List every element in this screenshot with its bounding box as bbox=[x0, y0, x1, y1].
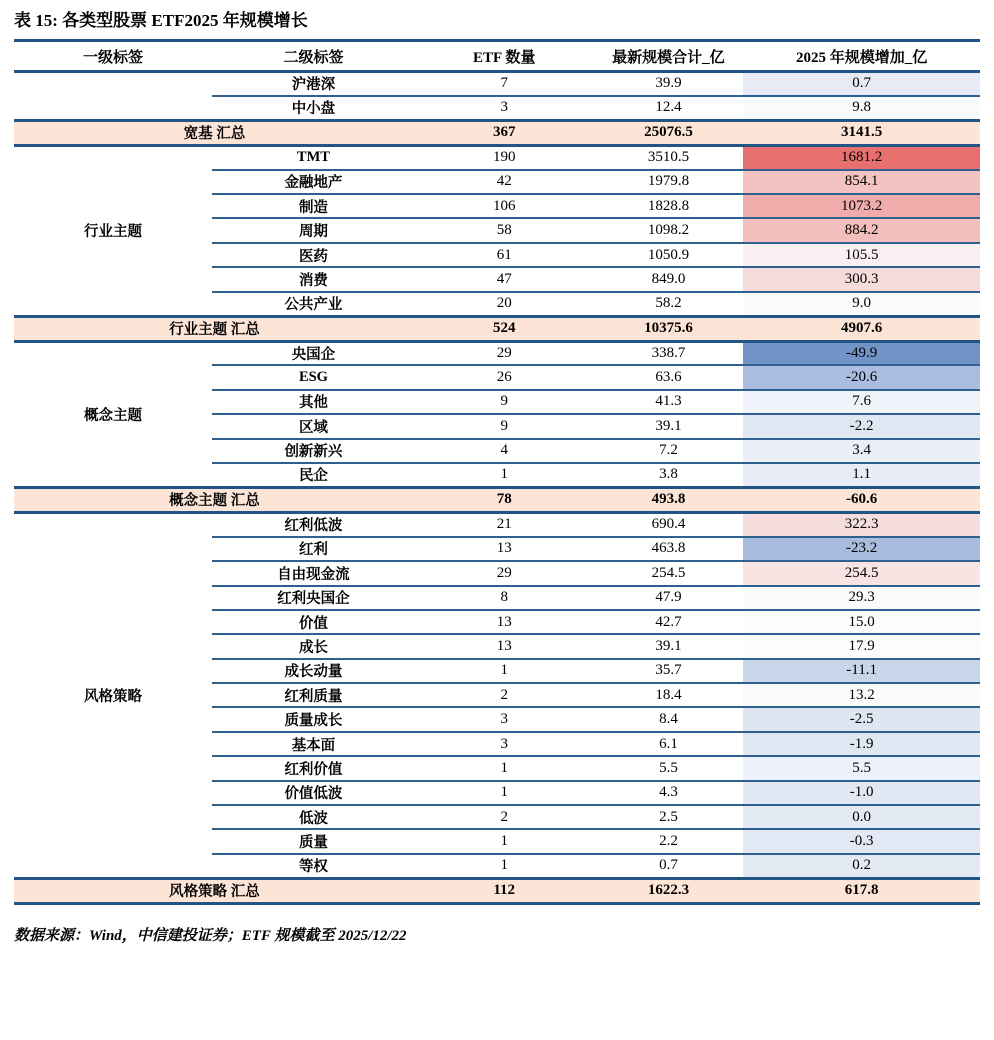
total-cell: 12.4 bbox=[655, 99, 682, 116]
delta-cell: 1.1 bbox=[743, 463, 980, 487]
count-cell: 1 bbox=[500, 857, 508, 874]
delta-cell: 17.9 bbox=[743, 634, 980, 658]
total-cell: 39.1 bbox=[594, 634, 744, 658]
count-cell: 58 bbox=[415, 218, 594, 242]
count-cell: 26 bbox=[415, 365, 594, 389]
delta-cell: 884.2 bbox=[743, 218, 980, 242]
total-cell: 1098.2 bbox=[594, 218, 744, 242]
count-cell: 1 bbox=[415, 829, 594, 853]
total-cell: 41.3 bbox=[594, 390, 744, 414]
name-cell: 中小盘 bbox=[291, 101, 336, 118]
total-cell: 63.6 bbox=[594, 365, 744, 389]
group-label-cell: 概念主题 bbox=[84, 407, 142, 424]
name-cell: 医药 bbox=[212, 243, 415, 267]
count-cell: 7 bbox=[415, 72, 594, 96]
table-row bbox=[14, 512, 980, 536]
name-cell: 周期 bbox=[212, 218, 415, 242]
name-cell: 基本面 bbox=[212, 732, 415, 756]
delta-cell: 0.7 bbox=[743, 72, 980, 96]
name-cell: 公共产业 bbox=[284, 297, 343, 314]
delta-cell: -0.3 bbox=[743, 829, 980, 853]
summary-count-cell: 112 bbox=[415, 878, 594, 903]
count-cell: 1 bbox=[415, 781, 594, 805]
summary-row bbox=[14, 878, 980, 903]
name-cell: 其他 bbox=[212, 390, 415, 414]
table-row bbox=[14, 72, 980, 96]
column-header-total: 最新规模合计_亿 bbox=[594, 41, 744, 72]
count-cell: 29 bbox=[415, 561, 594, 585]
count-cell: 21 bbox=[415, 512, 594, 536]
count-cell: 190 bbox=[415, 145, 594, 169]
total-cell: 338.7 bbox=[594, 341, 744, 365]
total-cell: 849.0 bbox=[594, 267, 744, 291]
name-cell: 自由现金流 bbox=[212, 561, 415, 585]
delta-cell: -11.1 bbox=[743, 659, 980, 683]
name-cell: 民企 bbox=[298, 468, 328, 485]
summary-delta-cell: 617.8 bbox=[743, 878, 980, 903]
count-cell: 3 bbox=[500, 99, 508, 116]
name-cell: 质量成长 bbox=[212, 707, 415, 731]
count-cell: 20 bbox=[496, 295, 512, 312]
name-cell: ESG bbox=[212, 365, 415, 389]
total-cell: 0.7 bbox=[659, 857, 678, 874]
summary-label-cell: 风格策略 汇总 bbox=[14, 878, 415, 903]
delta-cell: 5.5 bbox=[743, 756, 980, 780]
count-cell: 61 bbox=[415, 243, 594, 267]
name-cell: 价值 bbox=[212, 610, 415, 634]
summary-delta-cell: -60.6 bbox=[743, 487, 980, 512]
delta-cell: -1.0 bbox=[743, 781, 980, 805]
table-title: 表 15: 各类型股票 ETF2025 年规模增长 bbox=[14, 11, 308, 30]
total-cell: 1979.8 bbox=[594, 170, 744, 194]
delta-cell: 7.6 bbox=[743, 390, 980, 414]
count-cell: 106 bbox=[415, 194, 594, 218]
name-cell: 成长 bbox=[212, 634, 415, 658]
count-cell: 1 bbox=[415, 756, 594, 780]
total-cell: 39.1 bbox=[594, 414, 744, 438]
name-cell: TMT bbox=[212, 145, 415, 169]
count-cell: 3 bbox=[415, 732, 594, 756]
delta-cell: 105.5 bbox=[743, 243, 980, 267]
total-cell: 5.5 bbox=[594, 756, 744, 780]
count-cell: 2 bbox=[415, 683, 594, 707]
delta-cell: 254.5 bbox=[743, 561, 980, 585]
header-row bbox=[14, 41, 980, 72]
delta-cell: -2.2 bbox=[743, 414, 980, 438]
table-header bbox=[14, 41, 980, 72]
column-header-group: 一级标签 bbox=[14, 41, 212, 72]
total-cell: 3.8 bbox=[659, 466, 678, 483]
summary-count-cell: 367 bbox=[415, 120, 594, 145]
name-cell: 消费 bbox=[212, 267, 415, 291]
total-cell: 47.9 bbox=[594, 586, 744, 610]
delta-cell: 13.2 bbox=[743, 683, 980, 707]
delta-cell: 300.3 bbox=[743, 267, 980, 291]
delta-cell: 3.4 bbox=[743, 439, 980, 463]
total-cell: 58.2 bbox=[655, 295, 682, 312]
delta-cell: -1.9 bbox=[743, 732, 980, 756]
research-report-table-page bbox=[14, 10, 980, 945]
name-cell: 低波 bbox=[212, 805, 415, 829]
source-note: 数据来源：Wind，中信建投证券；ETF 规模截至 2025/12/22 bbox=[14, 927, 407, 944]
summary-count-cell: 524 bbox=[415, 316, 594, 341]
group-label-cell: 风格策略 bbox=[84, 688, 142, 705]
count-cell: 1 bbox=[415, 659, 594, 683]
total-cell: 39.9 bbox=[594, 72, 744, 96]
summary-row bbox=[14, 316, 980, 341]
summary-label-cell: 行业主题 汇总 bbox=[14, 316, 415, 341]
delta-cell: 322.3 bbox=[743, 512, 980, 536]
total-cell: 1828.8 bbox=[594, 194, 744, 218]
count-cell: 13 bbox=[415, 610, 594, 634]
delta-cell: -2.5 bbox=[743, 707, 980, 731]
total-cell: 42.7 bbox=[594, 610, 744, 634]
summary-label-cell: 宽基 汇总 bbox=[14, 120, 415, 145]
summary-delta-cell: 4907.6 bbox=[743, 316, 980, 341]
total-cell: 6.1 bbox=[594, 732, 744, 756]
delta-cell: 1681.2 bbox=[743, 145, 980, 169]
summary-label-cell: 概念主题 汇总 bbox=[14, 487, 415, 512]
total-cell: 3510.5 bbox=[594, 145, 744, 169]
delta-cell: -20.6 bbox=[743, 365, 980, 389]
total-cell: 2.2 bbox=[594, 829, 744, 853]
count-cell: 47 bbox=[415, 267, 594, 291]
total-cell: 1050.9 bbox=[594, 243, 744, 267]
total-cell: 463.8 bbox=[594, 537, 744, 561]
count-cell: 3 bbox=[415, 707, 594, 731]
name-cell: 区域 bbox=[212, 414, 415, 438]
total-cell: 254.5 bbox=[594, 561, 744, 585]
name-cell: 沪港深 bbox=[212, 72, 415, 96]
delta-cell: 9.8 bbox=[743, 96, 980, 120]
name-cell: 金融地产 bbox=[212, 170, 415, 194]
name-cell: 制造 bbox=[212, 194, 415, 218]
summary-total-cell: 493.8 bbox=[594, 487, 744, 512]
delta-cell: -23.2 bbox=[743, 537, 980, 561]
name-cell: 红利价值 bbox=[212, 756, 415, 780]
total-cell: 35.7 bbox=[594, 659, 744, 683]
table-row bbox=[14, 341, 980, 365]
summary-count-cell: 78 bbox=[415, 487, 594, 512]
delta-cell: -49.9 bbox=[743, 341, 980, 365]
group-label-cell bbox=[14, 72, 212, 121]
summary-total-cell: 1622.3 bbox=[594, 878, 744, 903]
total-cell: 2.5 bbox=[594, 805, 744, 829]
count-cell: 13 bbox=[415, 634, 594, 658]
name-cell: 红利质量 bbox=[212, 683, 415, 707]
count-cell: 29 bbox=[415, 341, 594, 365]
summary-delta-cell: 3141.5 bbox=[743, 120, 980, 145]
count-cell: 1 bbox=[500, 466, 508, 483]
etf-scale-growth-table bbox=[14, 39, 980, 905]
name-cell: 央国企 bbox=[212, 341, 415, 365]
count-cell: 8 bbox=[415, 586, 594, 610]
total-cell: 4.3 bbox=[594, 781, 744, 805]
column-header-delta: 2025 年规模增加_亿 bbox=[743, 41, 980, 72]
total-cell: 8.4 bbox=[594, 707, 744, 731]
count-cell: 13 bbox=[415, 537, 594, 561]
count-cell: 42 bbox=[415, 170, 594, 194]
name-cell: 红利央国企 bbox=[212, 586, 415, 610]
column-header-count: ETF 数量 bbox=[415, 41, 594, 72]
delta-cell: 9.0 bbox=[743, 292, 980, 316]
total-cell: 690.4 bbox=[594, 512, 744, 536]
summary-total-cell: 10375.6 bbox=[594, 316, 744, 341]
delta-cell: 29.3 bbox=[743, 586, 980, 610]
column-header-name: 二级标签 bbox=[212, 41, 415, 72]
name-cell: 红利低波 bbox=[212, 512, 415, 536]
delta-cell: 0.2 bbox=[743, 854, 980, 878]
group-label-cell: 行业主题 bbox=[84, 224, 142, 241]
count-cell: 2 bbox=[415, 805, 594, 829]
summary-total-cell: 25076.5 bbox=[594, 120, 744, 145]
name-cell: 质量 bbox=[212, 829, 415, 853]
table-row bbox=[14, 145, 980, 169]
name-cell: 等权 bbox=[298, 859, 328, 876]
name-cell: 价值低波 bbox=[212, 781, 415, 805]
count-cell: 9 bbox=[415, 390, 594, 414]
name-cell: 成长动量 bbox=[212, 659, 415, 683]
delta-cell: 1073.2 bbox=[743, 194, 980, 218]
total-cell: 18.4 bbox=[594, 683, 744, 707]
summary-row bbox=[14, 120, 980, 145]
name-cell: 创新新兴 bbox=[212, 439, 415, 463]
count-cell: 4 bbox=[415, 439, 594, 463]
delta-cell: 854.1 bbox=[743, 170, 980, 194]
delta-cell: 15.0 bbox=[743, 610, 980, 634]
delta-cell: 0.0 bbox=[743, 805, 980, 829]
total-cell: 7.2 bbox=[594, 439, 744, 463]
summary-row bbox=[14, 487, 980, 512]
name-cell: 红利 bbox=[212, 537, 415, 561]
count-cell: 9 bbox=[415, 414, 594, 438]
table-body bbox=[14, 72, 980, 904]
